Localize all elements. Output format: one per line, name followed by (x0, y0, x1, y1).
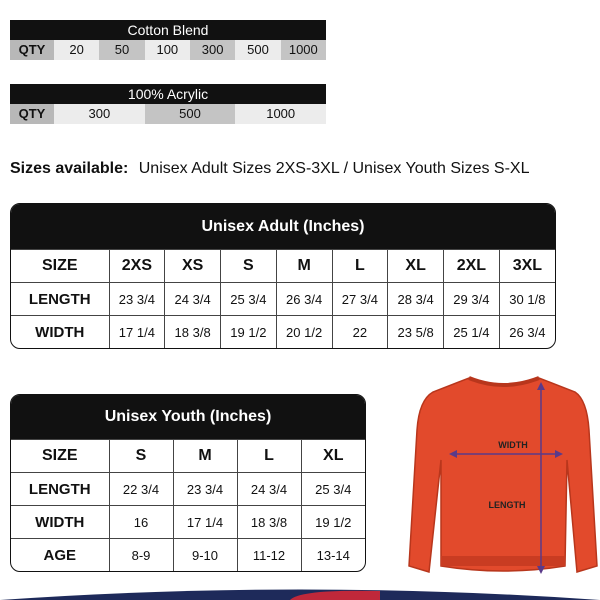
table-row (11, 283, 555, 316)
row-label: LENGTH (11, 473, 109, 506)
row-label: WIDTH (11, 506, 109, 539)
table-cell: 23 5/8 (388, 316, 444, 349)
acrylic-title: 100% Acrylic (10, 84, 326, 104)
table-cell: 24 3/4 (165, 283, 221, 316)
sizes-available-label: Sizes available: (10, 160, 129, 177)
acrylic-qty-row (10, 104, 326, 124)
header-cell: 2XL (444, 250, 500, 283)
qty-cell: 100 (145, 40, 190, 60)
header-cell: XL (388, 250, 444, 283)
table-row (11, 316, 555, 349)
row-label: AGE (11, 539, 109, 572)
table-cell: 26 3/4 (499, 316, 555, 349)
table-header-row (11, 250, 555, 283)
header-cell: SIZE (11, 440, 109, 473)
table-header-row (11, 440, 365, 473)
qty-label: QTY (10, 40, 54, 60)
table-cell: 26 3/4 (276, 283, 332, 316)
sizes-available-text: Unisex Adult Sizes 2XS-3XL / Unisex Youth Sizes S-XL (138, 160, 530, 177)
table-cell: 27 3/4 (332, 283, 388, 316)
header-cell: S (109, 440, 173, 473)
youth-size-table (10, 394, 366, 572)
table-cell: 20 1/2 (276, 316, 332, 349)
table-cell: 18 3/8 (165, 316, 221, 349)
cotton-blend-qty-row (10, 40, 326, 60)
header-cell: M (276, 250, 332, 283)
table-row (11, 473, 365, 506)
table-cell: 8-9 (109, 539, 173, 572)
header-cell: 2XS (109, 250, 165, 283)
header-cell: L (332, 250, 388, 283)
header-cell: L (237, 440, 301, 473)
length-label: LENGTH (488, 500, 526, 510)
table-cell: 19 1/2 (221, 316, 277, 349)
acrylic-tier-table (10, 84, 326, 124)
table-cell: 19 1/2 (301, 506, 365, 539)
qty-cell: 1000 (281, 40, 326, 60)
table-cell: 13-14 (301, 539, 365, 572)
table-cell: 22 3/4 (109, 473, 173, 506)
table-cell: 17 1/4 (109, 316, 165, 349)
table-cell: 25 1/4 (444, 316, 500, 349)
table-cell: 22 (332, 316, 388, 349)
header-cell: SIZE (11, 250, 109, 283)
table-cell: 16 (109, 506, 173, 539)
table-cell: 18 3/8 (237, 506, 301, 539)
adult-table-title: Unisex Adult (Inches) (11, 204, 555, 249)
sweater-hem (441, 556, 565, 566)
row-label: WIDTH (11, 316, 109, 349)
table-cell: 9-10 (173, 539, 237, 572)
table-cell: 23 3/4 (173, 473, 237, 506)
header-cell: S (221, 250, 277, 283)
youth-table-title: Unisex Youth (Inches) (11, 395, 365, 439)
table-cell: 24 3/4 (237, 473, 301, 506)
sizes-available-line (10, 160, 529, 178)
row-label: LENGTH (11, 283, 109, 316)
table-cell: 17 1/4 (173, 506, 237, 539)
table-row (11, 506, 365, 539)
table-row (11, 539, 365, 572)
table-cell: 29 3/4 (444, 283, 500, 316)
qty-cell: 500 (235, 40, 280, 60)
sweater-illustration (407, 370, 600, 585)
header-cell: XS (165, 250, 221, 283)
table-cell: 23 3/4 (109, 283, 165, 316)
qty-cell: 300 (54, 104, 145, 124)
cotton-blend-title: Cotton Blend (10, 20, 326, 40)
width-label: WIDTH (498, 440, 528, 450)
adult-size-table (10, 203, 556, 349)
cotton-blend-tier-table (10, 20, 326, 60)
table-cell: 30 1/8 (499, 283, 555, 316)
table-cell: 28 3/4 (388, 283, 444, 316)
qty-cell: 300 (190, 40, 235, 60)
table-cell: 11-12 (237, 539, 301, 572)
sweater-body-shape (409, 378, 597, 572)
decorative-bottom-band (0, 583, 600, 600)
table-cell: 25 3/4 (221, 283, 277, 316)
header-cell: XL (301, 440, 365, 473)
qty-label: QTY (10, 104, 54, 124)
qty-cell: 50 (99, 40, 144, 60)
qty-cell: 1000 (235, 104, 326, 124)
header-cell: 3XL (499, 250, 555, 283)
header-cell: M (173, 440, 237, 473)
qty-cell: 500 (145, 104, 236, 124)
table-cell: 25 3/4 (301, 473, 365, 506)
qty-cell: 20 (54, 40, 99, 60)
